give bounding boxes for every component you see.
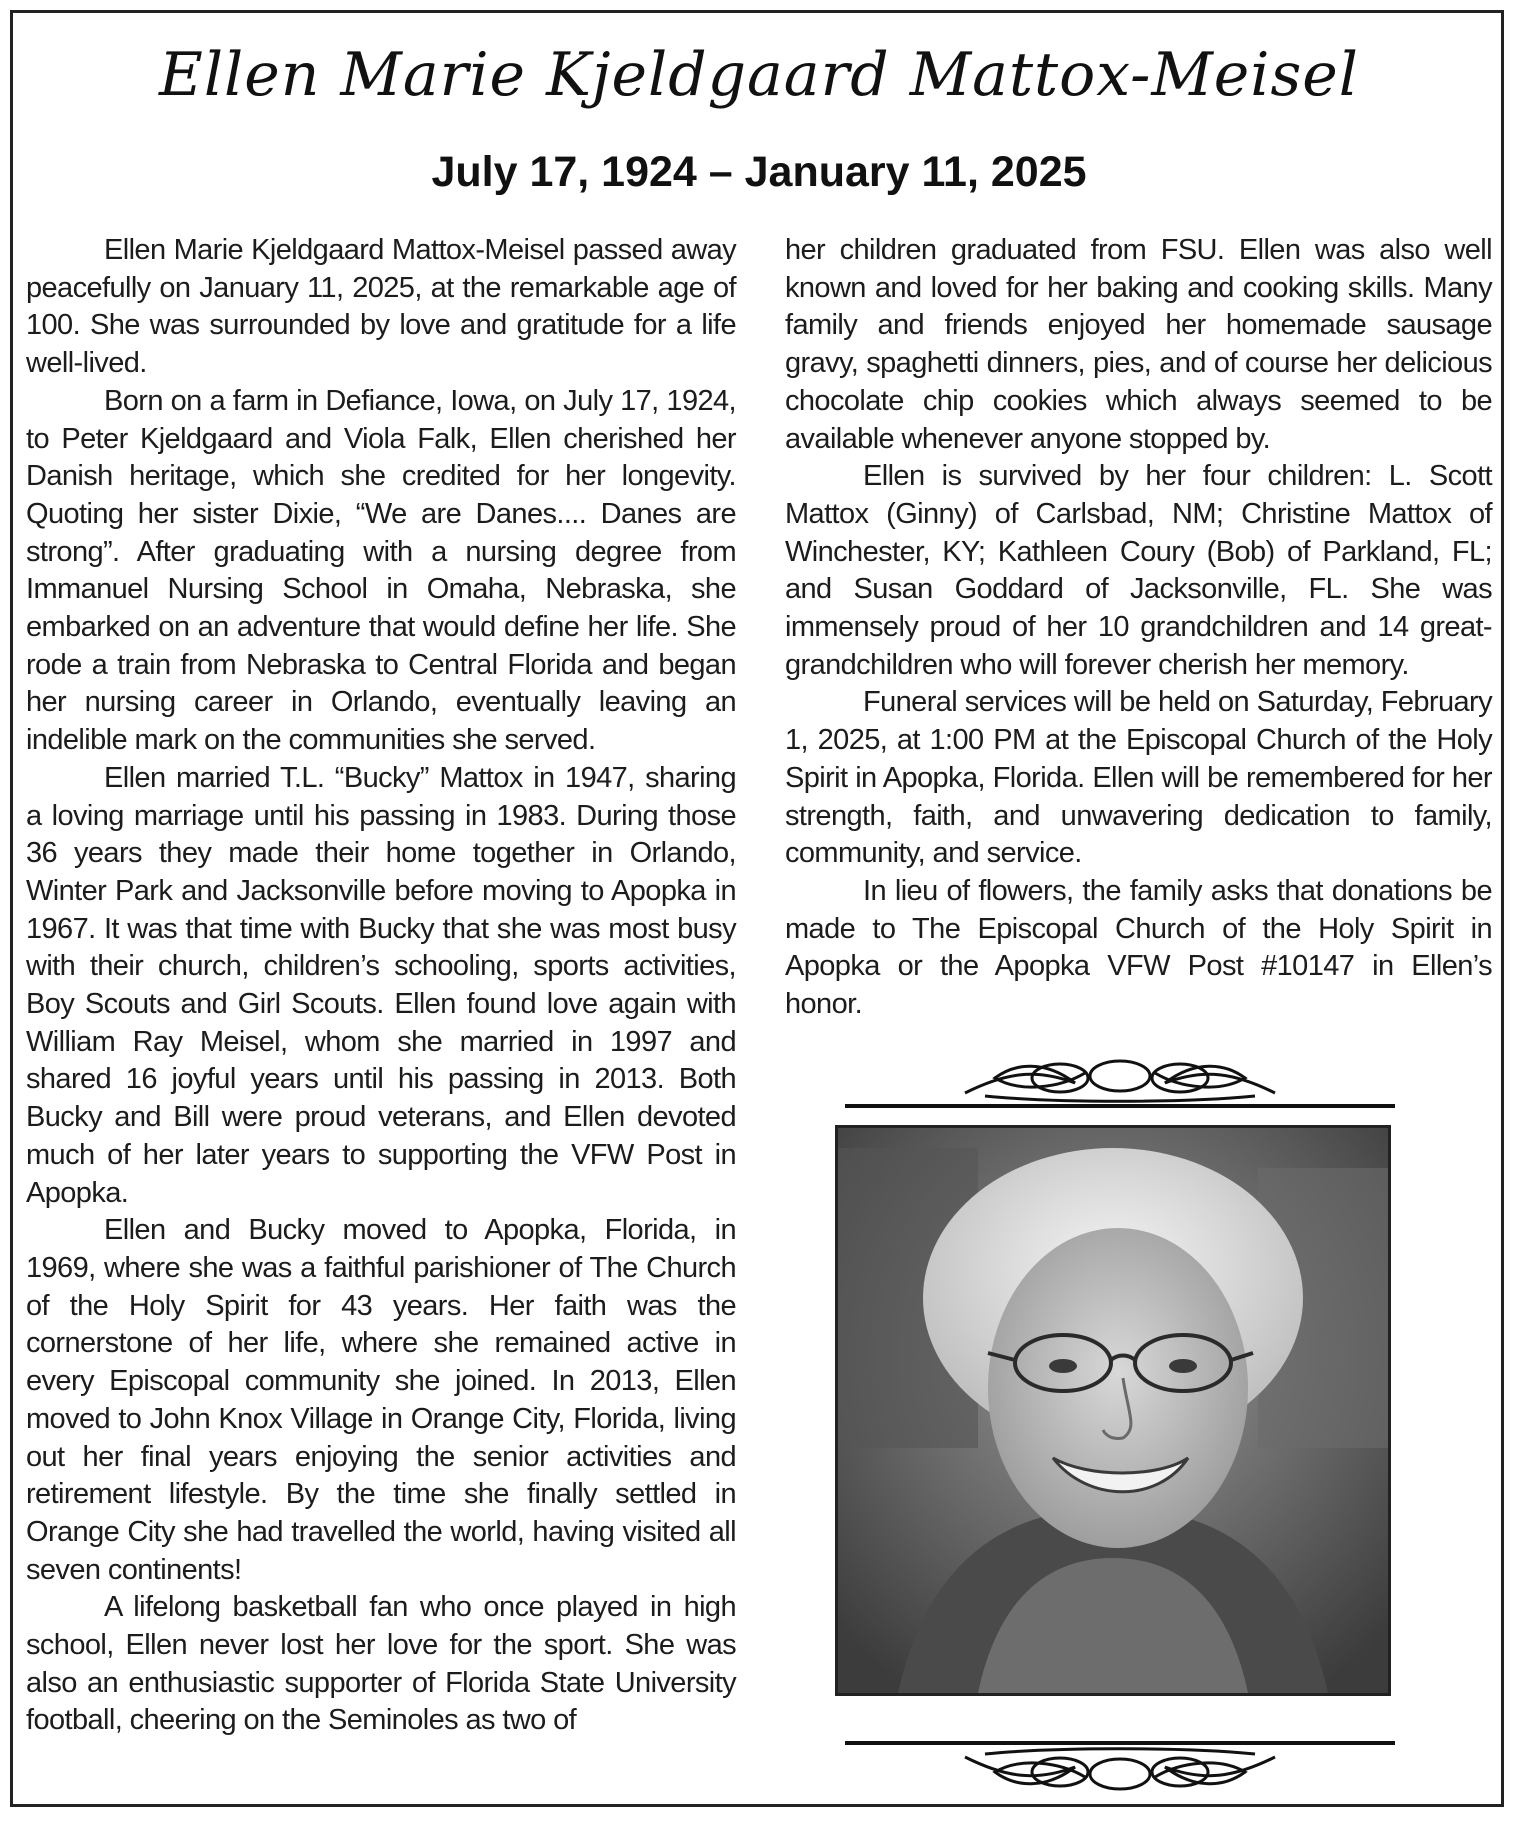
paragraph-marriage: Ellen married T.L. “Bucky” Mattox in 1947, sharing a loving marriage until his passing in 1983. During those 36 years they made their home together in Orlando, Winter Park and Jacksonville before moving to Apopka in 1967. It was that time with Bucky that she was most busy with their church, children’s schooling, sports activities, Boy Scouts and Girl Scouts. Ellen found love again with William Ray Meisel, whom she married in 1997 and shared 16 joyful years until his passing in 2013. Both Bucky and Bill were proud veterans, and Ellen devoted much of her later years to supporting the VFW Post in Apopka. xyxy=(26,761,736,1209)
life-dates: July 17, 1924 – January 11, 2025 xyxy=(431,148,1087,196)
paragraph-sports: A lifelong basketball fan who once played in high school, Ellen never lost her love for the sport. She was also an enthusiastic supporter of Florida State University football, cheering on the Seminoles as two of xyxy=(26,1591,736,1737)
portrait-photo xyxy=(835,1125,1391,1696)
left-column xyxy=(26,232,736,1740)
paragraph-donations: In lieu of flowers, the family asks that donations be made to The Episcopal Church of the Holy Spirit in Apopka or the Apopka VFW Post #10147 in Ellen’s honor. xyxy=(785,874,1492,1021)
paragraph-sports-continued: her children graduated from FSU. Ellen was also well known and loved for her baking and cooking skills. Many family and friends enjoyed her homemade sausage gravy, spaghetti dinners, pies, and of course her delicious chocolate chip cookies which always seemed to be available whenever anyone stopped by. xyxy=(785,234,1492,455)
paragraph-faith: Ellen and Bucky moved to Apopka, Florida, in 1969, where she was a faithful parishioner of The Church of the Holy Spirit for 43 years. Her faith was the cornerstone of her life, where she remained active in every Episcopal community she joined. In 2013, Ellen moved to John Knox Village in Orange City, Florida, living out her final years enjoying the senior activities and retirement lifestyle. By the time she finally settled in Orange City she had travelled the world, having visited all seven continents! xyxy=(26,1214,736,1586)
paragraph-services: Funeral services will be held on Saturday, February 1, 2025, at 1:00 PM at the Episcopal Church of the Holy Spirit in Apopka, Florida. Ellen will be remembered for her strength, faith, and unwavering dedication to family, community, and service. xyxy=(785,686,1492,870)
paragraph-survivors: Ellen is survived by her four children: L. Scott Mattox (Ginny) of Carlsbad, NM; Christine Mattox of Winchester, KY; Kathleen Coury (Bob) of Parkland, FL; and Susan Goddard of Jacksonville, FL. She was immensely proud of her 10 grandchildren and 14 great-grandchildren who will forever cherish her memory. xyxy=(785,460,1492,681)
scroll-flourish-icon xyxy=(845,1735,1395,1805)
deceased-name: Ellen Marie Kjeldgaard Mattox-Meisel xyxy=(159,40,1359,110)
scroll-flourish-icon xyxy=(845,1048,1395,1118)
paragraph-early-life: Born on a farm in Defiance, Iowa, on July 17, 1924, to Peter Kjeldgaard and Viola Falk, Ellen cherished her Danish heritage, which she credited for her longevity. Quoting her sister Dixie, “We are Danes.... Danes are strong”. After graduating with a nursing degree from Immanuel Nursing School in Omaha, Nebraska, she embarked on an adventure that would define her life. She rode a train from Nebraska to Central Florida and began her nursing career in Orlando, eventually leaving an indelible mark on the communities she served. xyxy=(26,384,736,757)
paragraph-intro: Ellen Marie Kjeldgaard Mattox-Meisel passed away peacefully on January 11, 2025, at the remarkable age of 100. She was surrounded by love and gratitude for a life well-lived. xyxy=(26,234,736,380)
right-column xyxy=(785,232,1492,1024)
